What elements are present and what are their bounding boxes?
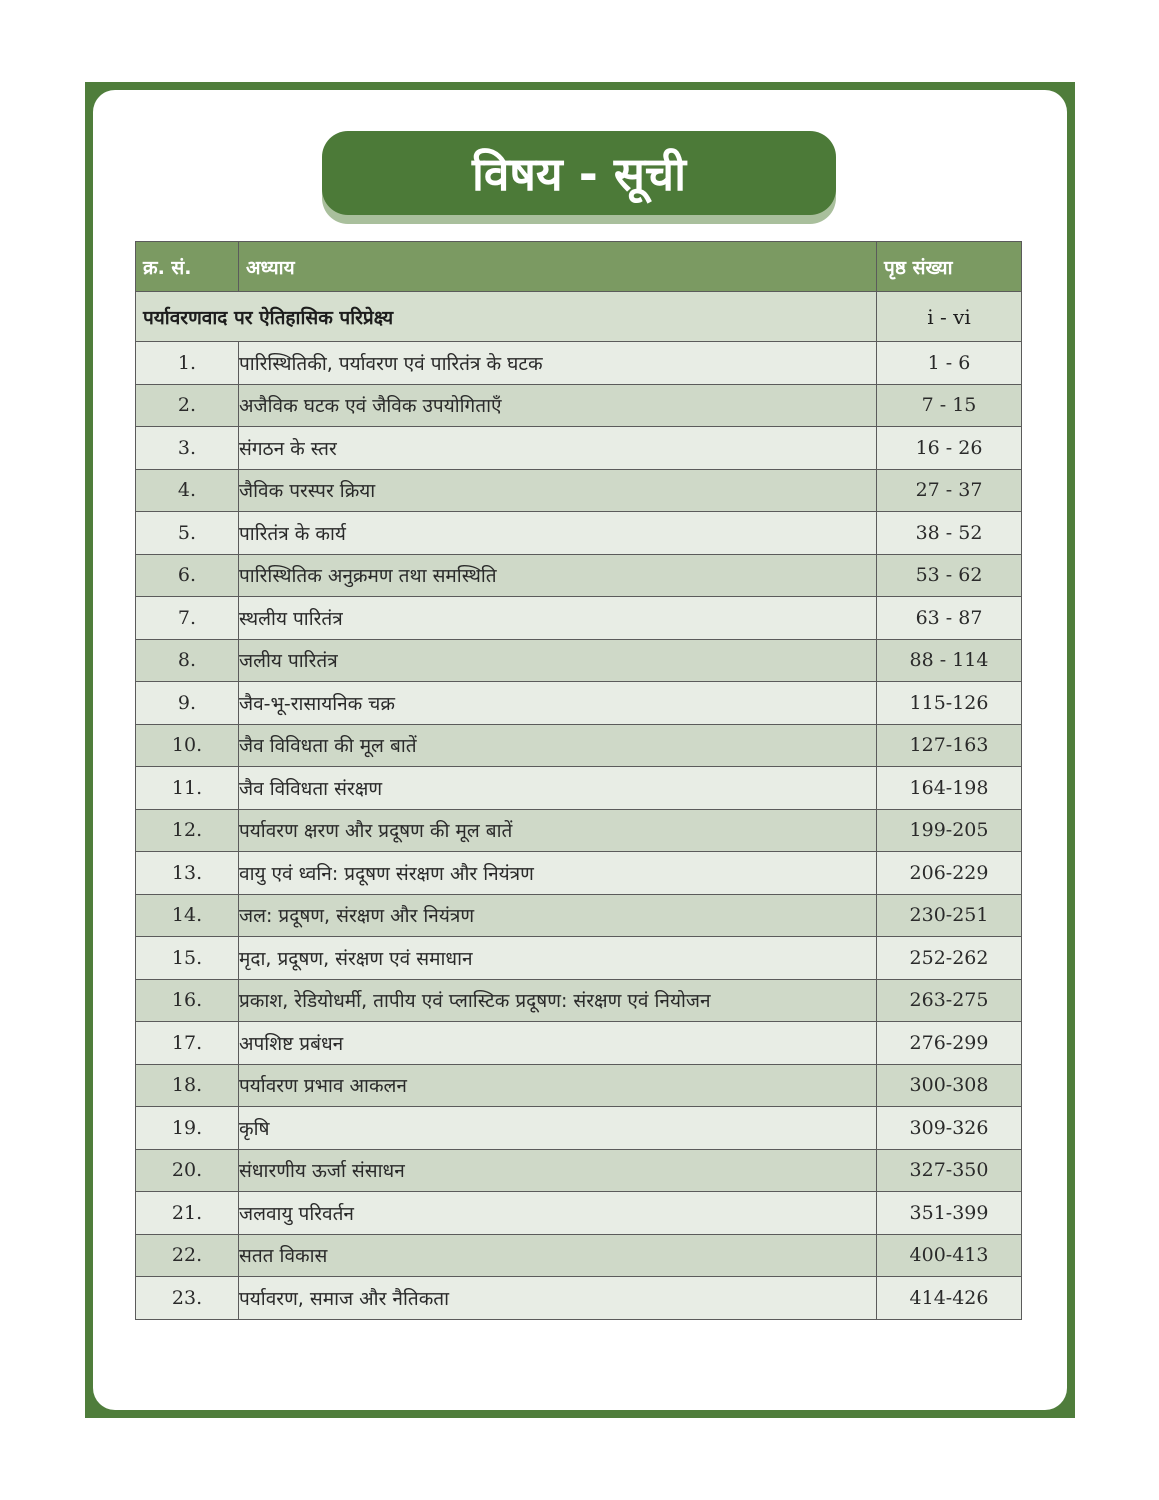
chapter-number: 10. (136, 724, 239, 767)
chapter-number: 7. (136, 597, 239, 640)
chapter-title: पारिस्थितिक अनुक्रमण तथा समस्थिति (239, 554, 877, 597)
chapter-number: 4. (136, 469, 239, 512)
chapter-pages: 327-350 (877, 1149, 1022, 1192)
chapter-number: 12. (136, 809, 239, 852)
page-title: विषय - सूची (471, 147, 687, 201)
chapter-title: मृदा, प्रदूषण, संरक्षण एवं समाधान (239, 937, 877, 980)
chapter-number: 17. (136, 1022, 239, 1065)
chapter-title: जैव विविधता की मूल बातें (239, 724, 877, 767)
chapter-pages: 63 - 87 (877, 597, 1022, 640)
table-row (136, 767, 1022, 810)
table-row (136, 1064, 1022, 1107)
chapter-pages: 164-198 (877, 767, 1022, 810)
table-row (136, 809, 1022, 852)
chapter-pages: 88 - 114 (877, 639, 1022, 682)
chapter-title: संधारणीय ऊर्जा संसाधन (239, 1149, 877, 1192)
table-row (136, 937, 1022, 980)
header-chapter: अध्याय (239, 242, 877, 292)
chapter-title: पर्यावरण क्षरण और प्रदूषण की मूल बातें (239, 809, 877, 852)
chapter-pages: 127-163 (877, 724, 1022, 767)
chapter-number: 6. (136, 554, 239, 597)
chapter-pages: 309-326 (877, 1107, 1022, 1150)
chapter-number: 18. (136, 1064, 239, 1107)
chapter-title: जैविक परस्पर क्रिया (239, 469, 877, 512)
chapter-title: पर्यावरण प्रभाव आकलन (239, 1064, 877, 1107)
chapter-number: 2. (136, 384, 239, 427)
chapter-title: पारितंत्र के कार्य (239, 512, 877, 555)
chapter-pages: 400-413 (877, 1234, 1022, 1277)
chapter-pages: 27 - 37 (877, 469, 1022, 512)
chapter-number: 3. (136, 427, 239, 470)
intro-row (136, 292, 1022, 342)
chapter-pages: 1 - 6 (877, 342, 1022, 385)
chapter-pages: 276-299 (877, 1022, 1022, 1065)
table-row (136, 342, 1022, 385)
chapter-pages: 230-251 (877, 894, 1022, 937)
chapter-title: जल: प्रदूषण, संरक्षण और नियंत्रण (239, 894, 877, 937)
table-row (136, 427, 1022, 470)
chapter-number: 15. (136, 937, 239, 980)
chapter-title: पर्यावरण, समाज और नैतिकता (239, 1277, 877, 1320)
table-row (136, 682, 1022, 725)
chapter-pages: 7 - 15 (877, 384, 1022, 427)
table-row (136, 639, 1022, 682)
chapter-pages: 206-229 (877, 852, 1022, 895)
chapter-pages: 53 - 62 (877, 554, 1022, 597)
chapter-number: 9. (136, 682, 239, 725)
table-row (136, 894, 1022, 937)
title-banner (322, 131, 836, 215)
chapter-title: अजैविक घटक एवं जैविक उपयोगिताएँ (239, 384, 877, 427)
chapter-number: 23. (136, 1277, 239, 1320)
chapter-title: अपशिष्ट प्रबंधन (239, 1022, 877, 1065)
chapter-title: पारिस्थितिकी, पर्यावरण एवं पारितंत्र के घटक (239, 342, 877, 385)
table-row (136, 1149, 1022, 1192)
chapter-number: 1. (136, 342, 239, 385)
table-row (136, 1277, 1022, 1320)
table-row (136, 512, 1022, 555)
chapter-title: कृषि (239, 1107, 877, 1150)
chapter-title: स्थलीय पारितंत्र (239, 597, 877, 640)
table-header-row (136, 242, 1022, 292)
table-row (136, 554, 1022, 597)
chapter-title: सतत विकास (239, 1234, 877, 1277)
table-row (136, 852, 1022, 895)
table-row (136, 1234, 1022, 1277)
chapter-title: जलवायु परिवर्तन (239, 1192, 877, 1235)
contents-table (135, 241, 1022, 1320)
chapter-pages: 115-126 (877, 682, 1022, 725)
chapter-title: संगठन के स्तर (239, 427, 877, 470)
table-row (136, 597, 1022, 640)
chapter-number: 22. (136, 1234, 239, 1277)
chapter-number: 16. (136, 979, 239, 1022)
chapter-pages: 38 - 52 (877, 512, 1022, 555)
chapter-pages: 414-426 (877, 1277, 1022, 1320)
header-pages: पृष्ठ संख्या (877, 242, 1022, 292)
chapter-pages: 199-205 (877, 809, 1022, 852)
table-row (136, 1107, 1022, 1150)
chapter-number: 20. (136, 1149, 239, 1192)
chapter-pages: 16 - 26 (877, 427, 1022, 470)
chapter-pages: 263-275 (877, 979, 1022, 1022)
chapter-pages: 351-399 (877, 1192, 1022, 1235)
table-row (136, 1192, 1022, 1235)
table-row (136, 724, 1022, 767)
chapter-number: 5. (136, 512, 239, 555)
table-row (136, 979, 1022, 1022)
intro-title: पर्यावरणवाद पर ऐतिहासिक परिप्रेक्ष्य (136, 292, 877, 342)
chapter-title: प्रकाश, रेडियोधर्मी, तापीय एवं प्लास्टिक प्रदूषण: संरक्षण एवं नियोजन (239, 979, 877, 1022)
table-row (136, 469, 1022, 512)
header-serial: क्र. सं. (136, 242, 239, 292)
chapter-title: जैव-भू-रासायनिक चक्र (239, 682, 877, 725)
chapter-title: जलीय पारितंत्र (239, 639, 877, 682)
chapter-number: 21. (136, 1192, 239, 1235)
chapter-number: 13. (136, 852, 239, 895)
chapter-number: 19. (136, 1107, 239, 1150)
table-row (136, 384, 1022, 427)
chapter-title: वायु एवं ध्वनि: प्रदूषण संरक्षण और नियंत्रण (239, 852, 877, 895)
table-row (136, 1022, 1022, 1065)
chapter-number: 14. (136, 894, 239, 937)
chapter-number: 8. (136, 639, 239, 682)
chapter-number: 11. (136, 767, 239, 810)
chapter-pages: 300-308 (877, 1064, 1022, 1107)
chapter-title: जैव विविधता संरक्षण (239, 767, 877, 810)
intro-pages: i - vi (877, 292, 1022, 342)
chapter-pages: 252-262 (877, 937, 1022, 980)
